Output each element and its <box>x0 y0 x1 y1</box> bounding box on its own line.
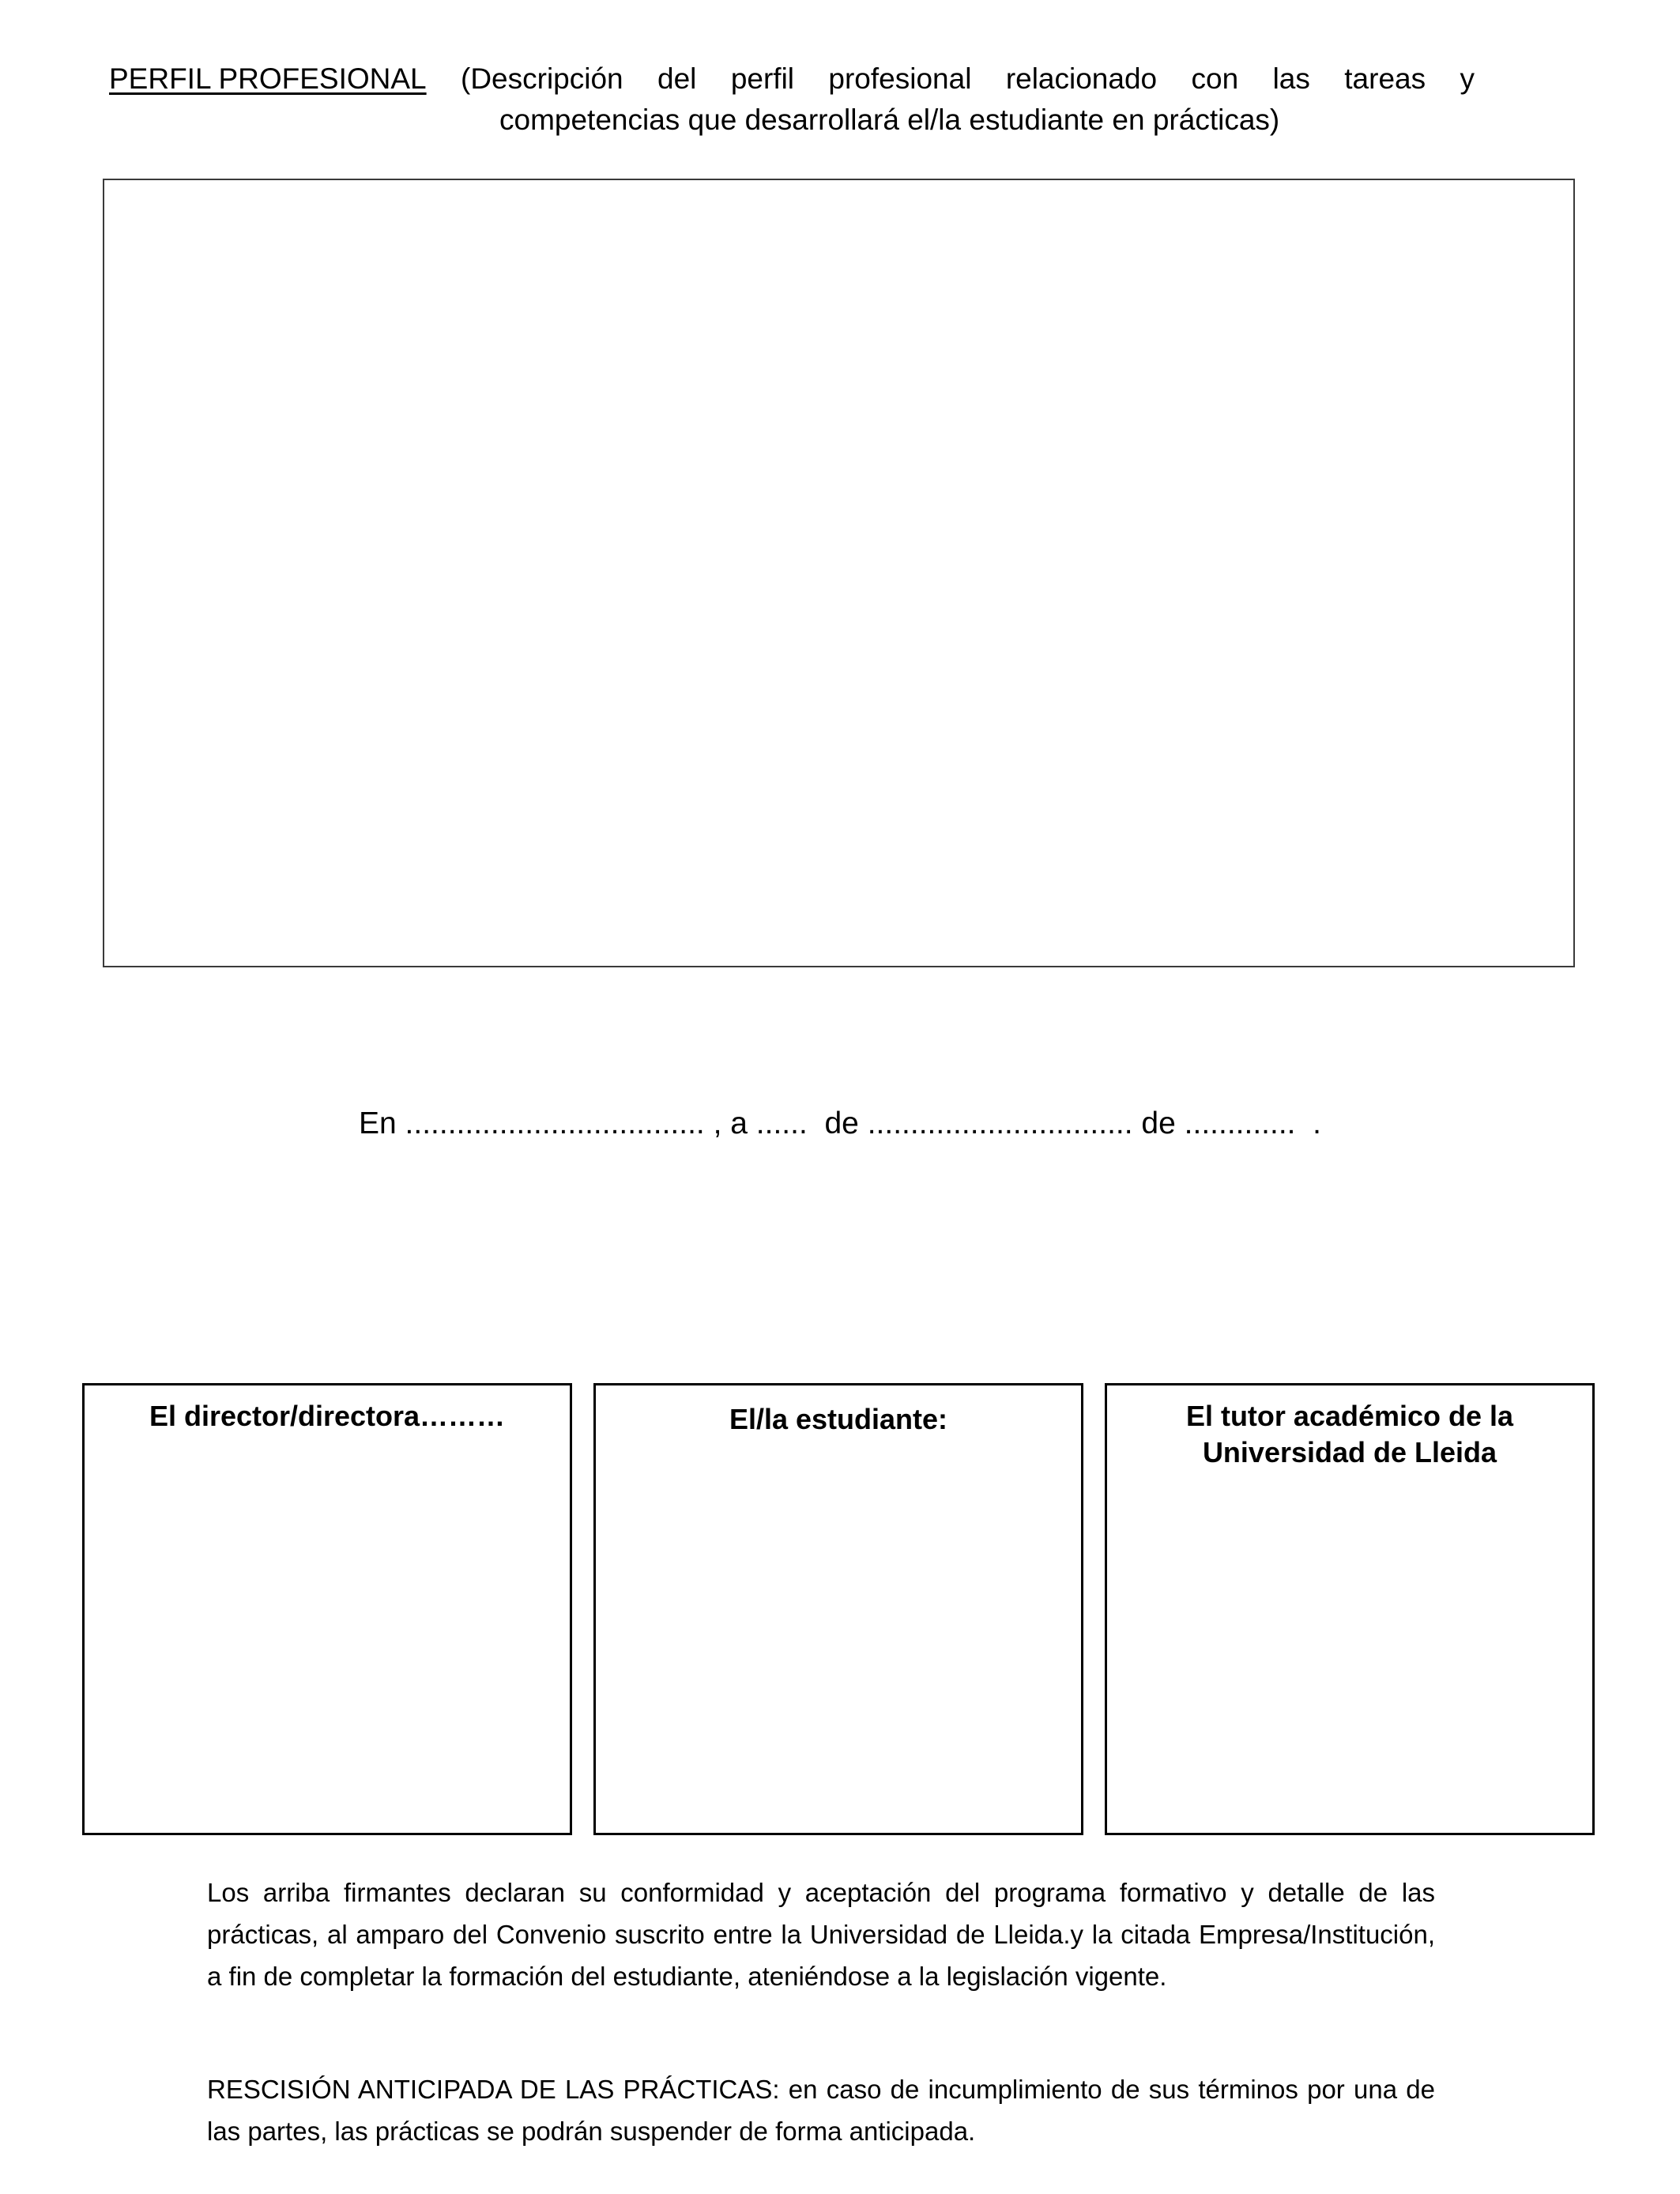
student-signature-box[interactable] <box>593 1383 1083 1835</box>
place-date-line: En ................................... , a ...... de ............................... de ............. . <box>358 1106 1322 1140</box>
academic-tutor-title-line-2: Universidad de Lleida <box>1202 1436 1497 1468</box>
heading-word: relacionado <box>1005 62 1158 95</box>
profile-heading <box>109 58 1475 141</box>
profile-description-box[interactable] <box>103 179 1575 967</box>
heading-word: del <box>657 62 697 95</box>
academic-tutor-title-line-1: El tutor académico de la <box>1185 1400 1514 1432</box>
student-signature-title: El/la estudiante: <box>729 1403 948 1435</box>
heading-word: (Descripción <box>461 62 623 95</box>
director-signature-title: El director/directora……… <box>149 1400 506 1432</box>
heading-word: las <box>1272 62 1310 95</box>
academic-tutor-signature-box[interactable] <box>1105 1383 1595 1835</box>
profile-heading-label: PERFIL PROFESIONAL <box>109 62 427 95</box>
profile-heading-line-2: competencias que desarrollará el/la estudiante en prácticas) <box>499 104 1280 136</box>
conformity-paragraph: Los arriba firmantes declaran su conformidad y aceptación del programa formativo y detalle de las prácticas, al amparo del Convenio suscrito entre la Universidad de Lleida.y la citada Empresa/Institución, a fin de completar la formación del estudiante, ateniéndose a la legislación vigente. <box>207 1878 1435 1991</box>
heading-word: profesional <box>828 62 972 95</box>
heading-word: y <box>1460 62 1475 95</box>
director-signature-box[interactable] <box>82 1383 572 1835</box>
heading-word: perfil <box>730 62 795 95</box>
profile-heading-line-1 <box>109 58 1475 100</box>
rescission-paragraph: RESCISIÓN ANTICIPADA DE LAS PRÁCTICAS: en caso de incumplimiento de sus términos por una de las partes, las prácticas se podrán suspender de forma anticipada. <box>207 2075 1435 2146</box>
heading-word: con <box>1191 62 1239 95</box>
heading-word: tareas <box>1344 62 1426 95</box>
